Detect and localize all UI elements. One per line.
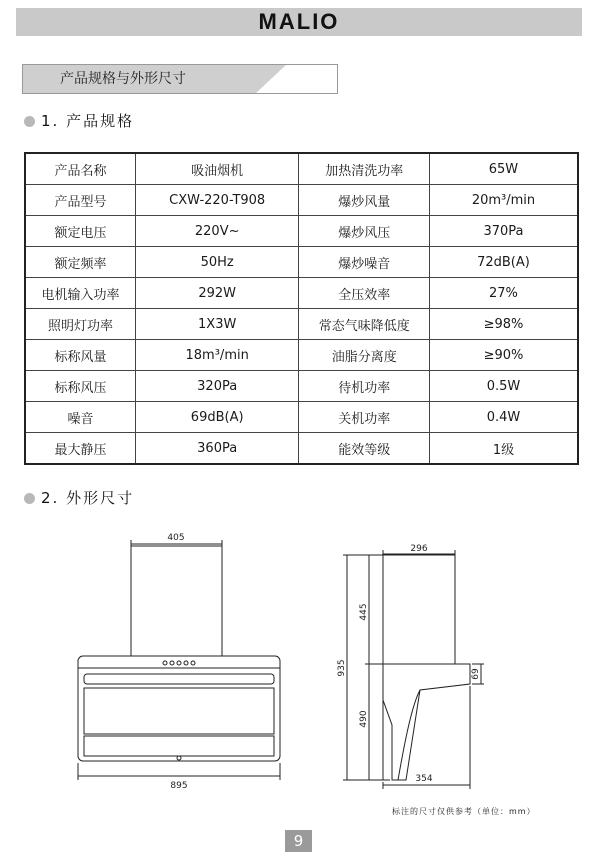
spec-label-cell: 照明灯功率: [25, 309, 135, 340]
dim-side-upper-height: 445: [359, 603, 369, 621]
dimension-drawing: [0, 520, 598, 800]
spec-table-body: [25, 153, 578, 464]
spec-value-cell: 220V~: [135, 216, 299, 247]
bullet-icon: [24, 493, 35, 504]
spec-label-cell: 爆炒风压: [299, 216, 429, 247]
spec-value-cell: 0.5W: [429, 371, 578, 402]
dim-front-chimney-width: 405: [167, 533, 185, 543]
spec-label-cell: 能效等级: [299, 433, 429, 465]
spec-value-cell: 1X3W: [135, 309, 299, 340]
spec-label-cell: 标称风压: [25, 371, 135, 402]
spec-value-cell: 72dB(A): [429, 247, 578, 278]
page-number: 9: [285, 830, 312, 852]
spec-value-cell: 20m³/min: [429, 185, 578, 216]
spec-value-cell: 27%: [429, 278, 578, 309]
spec-value-cell: 370Pa: [429, 216, 578, 247]
spec-label-cell: 最大静压: [25, 433, 135, 465]
spec-heading: [24, 110, 134, 132]
spec-row: [25, 216, 578, 247]
dim-side-total-height: 935: [337, 659, 347, 677]
spec-label-cell: 额定电压: [25, 216, 135, 247]
section-tab: [22, 64, 338, 94]
spec-value-cell: CXW-220-T908: [135, 185, 299, 216]
spec-label-cell: 油脂分离度: [299, 340, 429, 371]
spec-label-cell: 噪音: [25, 402, 135, 433]
spec-label-cell: 全压效率: [299, 278, 429, 309]
spec-label-cell: 标称风量: [25, 340, 135, 371]
bullet-icon: [24, 116, 35, 127]
spec-table: [24, 152, 579, 465]
dimension-note: 标注的尺寸仅供参考（单位：mm）: [392, 807, 536, 816]
section-tab-label: 产品规格与外形尺寸: [60, 71, 186, 87]
spec-value-cell: 18m³/min: [135, 340, 299, 371]
spec-heading-text: 1. 产品规格: [41, 112, 135, 130]
spec-row: [25, 153, 578, 185]
spec-value-cell: ≥90%: [429, 340, 578, 371]
spec-label-cell: 常态气味降低度: [299, 309, 429, 340]
dims-heading: [24, 487, 134, 509]
spec-row: [25, 402, 578, 433]
spec-label-cell: 待机功率: [299, 371, 429, 402]
spec-label-cell: 爆炒风量: [299, 185, 429, 216]
side-view: [343, 550, 484, 789]
brand-logo: MALIO: [258, 9, 340, 34]
dim-side-top-depth: 296: [410, 544, 428, 554]
spec-row: [25, 309, 578, 340]
dim-side-panel-height: 69: [471, 668, 481, 680]
spec-value-cell: 65W: [429, 153, 578, 185]
spec-value-cell: 292W: [135, 278, 299, 309]
front-view: [78, 540, 280, 780]
spec-label-cell: 关机功率: [299, 402, 429, 433]
dim-side-lower-height: 490: [359, 710, 369, 728]
spec-label-cell: 产品型号: [25, 185, 135, 216]
spec-value-cell: 69dB(A): [135, 402, 299, 433]
spec-value-cell: ≥98%: [429, 309, 578, 340]
spec-value-cell: 0.4W: [429, 402, 578, 433]
dims-heading-text: 2. 外形尺寸: [41, 489, 135, 507]
spec-label-cell: 爆炒噪音: [299, 247, 429, 278]
dim-front-body-width: 895: [170, 781, 188, 791]
dim-side-bottom-depth: 354: [415, 774, 433, 784]
spec-label-cell: 电机输入功率: [25, 278, 135, 309]
spec-row: [25, 340, 578, 371]
spec-value-cell: 360Pa: [135, 433, 299, 465]
spec-row: [25, 247, 578, 278]
spec-value-cell: 320Pa: [135, 371, 299, 402]
spec-row: [25, 433, 578, 465]
spec-label-cell: 加热清洗功率: [299, 153, 429, 185]
spec-row: [25, 185, 578, 216]
spec-label-cell: 产品名称: [25, 153, 135, 185]
spec-row: [25, 371, 578, 402]
spec-value-cell: 1级: [429, 433, 578, 465]
spec-row: [25, 278, 578, 309]
spec-value-cell: 吸油烟机: [135, 153, 299, 185]
spec-label-cell: 额定频率: [25, 247, 135, 278]
spec-value-cell: 50Hz: [135, 247, 299, 278]
